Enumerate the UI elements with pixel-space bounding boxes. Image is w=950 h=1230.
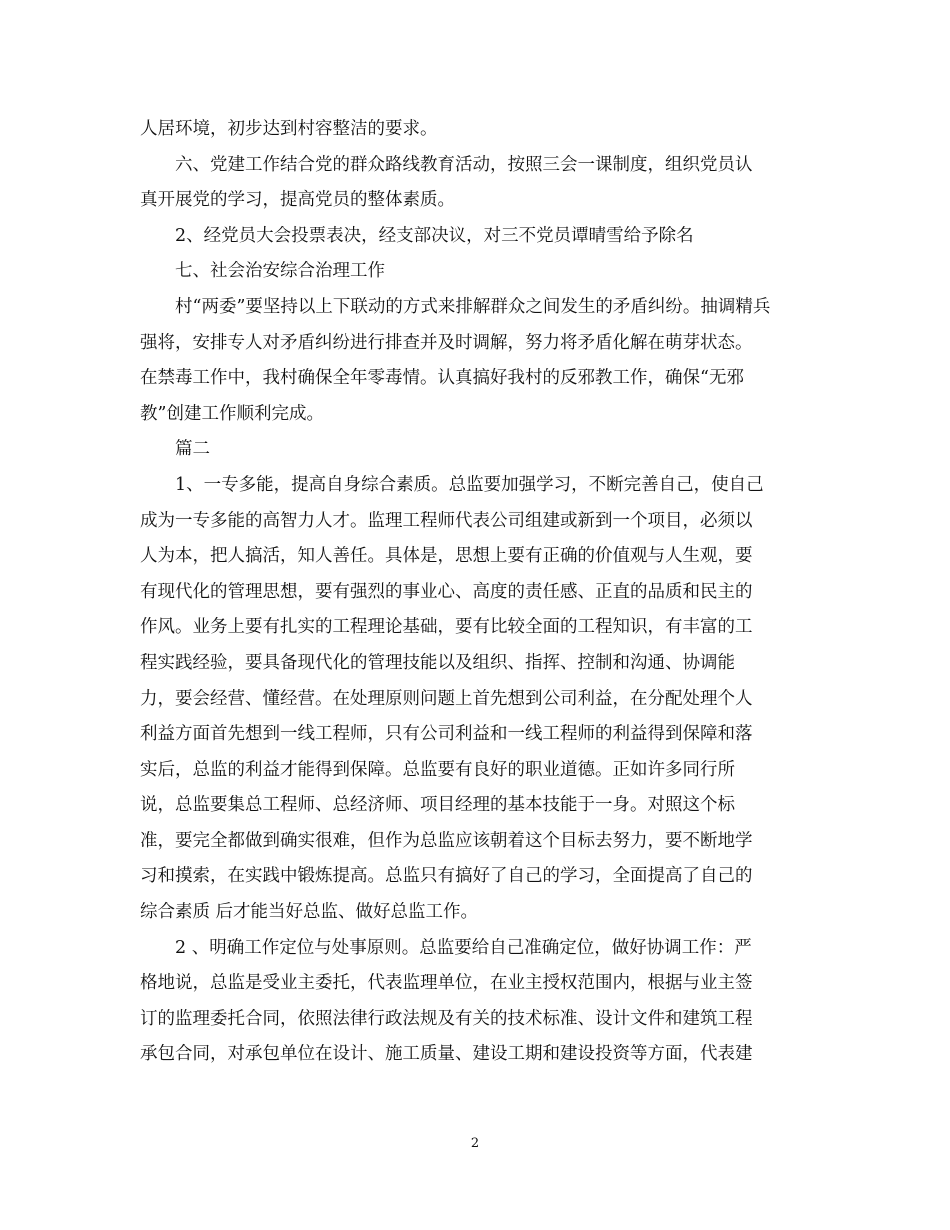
text-line: 承包合同，对承包单位在设计、施工质量、建设工期和建设投资等方面，代表建 <box>140 1044 753 1065</box>
text-line: 力，要会经营、懂经营。在处理原则问题上首先想到公司利益，在分配处理个人 <box>140 688 753 709</box>
text-line: 人居环境，初步达到村容整洁的要求。 <box>140 119 438 139</box>
text-line: 六、党建工作结合党的群众路线教育活动，按照三会一课制度，组织党员认 <box>175 154 753 175</box>
text-line: 人为本，把人搞活，知人善任。具体是，思想上要有正确的价值观与人生观，要 <box>140 546 753 567</box>
text-line: 综合素质 后才能当好总监、做好总监工作。 <box>140 902 479 923</box>
text-line: 程实践经验，要具备现代化的管理技能以及组织、指挥、控制和沟通、协调能 <box>140 652 735 673</box>
text-line: 订的监理委托合同，依照法律行政法规及有关的技术标准、设计文件和建筑工程 <box>140 1008 753 1029</box>
page-number: 2 <box>470 1136 480 1151</box>
text-line: 篇二 <box>175 439 210 460</box>
text-line: 强将，安排专人对矛盾纠纷进行排查并及时调解，努力将矛盾化解在萌芽状态。 <box>140 332 753 353</box>
text-line: 习和摸索，在实践中锻炼提高。总监只有搞好了自己的学习，全面提高了自己的 <box>140 866 753 887</box>
text-line: 1、一专多能，提高自身综合素质。总监要加强学习，不断完善自己，使自己 <box>175 474 764 495</box>
text-line: 利益方面首先想到一线工程师，只有公司利益和一线工程师的利益得到保障和落 <box>140 724 753 745</box>
text-line: 2、经党员大会投票表决，经支部决议，对三不党员谭晴雪给予除名 <box>175 225 694 246</box>
text-line: 2 、明确工作定位与处事原则。总监要给自己准确定位，做好协调工作：严 <box>175 937 752 958</box>
text-line: 真开展党的学习，提高党员的整体素质。 <box>140 190 455 211</box>
text-line: 成为一专多能的高智力人才。监理工程师代表公司组建或新到一个项目，必须以 <box>140 510 753 531</box>
text-line: 格地说，总监是受业主委托，代表监理单位，在业主授权范围内，根据与业主签 <box>140 973 753 994</box>
text-line: 在禁毒工作中，我村确保全年零毒情。认真搞好我村的反邪教工作，确保“无邪 <box>140 368 744 389</box>
text-line: 实后，总监的利益才能得到保障。总监要有良好的职业道德。正如许多同行所 <box>140 759 735 780</box>
text-line: 有现代化的管理思想，要有强烈的事业心、高度的责任感、正直的品质和民主的 <box>140 581 753 602</box>
text-line: 准，要完全都做到确实很难，但作为总监应该朝着这个目标去努力，要不断地学 <box>140 830 753 851</box>
text-line: 七、社会治安综合治理工作 <box>175 261 385 282</box>
text-line: 说，总监要集总工程师、总经济师、项目经理的基本技能于一身。对照这个标 <box>140 795 735 816</box>
document-body <box>140 112 820 1073</box>
text-line: 教”创建工作顺利完成。 <box>140 403 324 424</box>
text-line: 作风。业务上要有扎实的工程理论基础，要有比较全面的工程知识，有丰富的工 <box>140 617 753 638</box>
text-line: 村“两委”要坚持以上下联动的方式来排解群众之间发生的矛盾纠纷。抽调精兵 <box>175 296 771 317</box>
